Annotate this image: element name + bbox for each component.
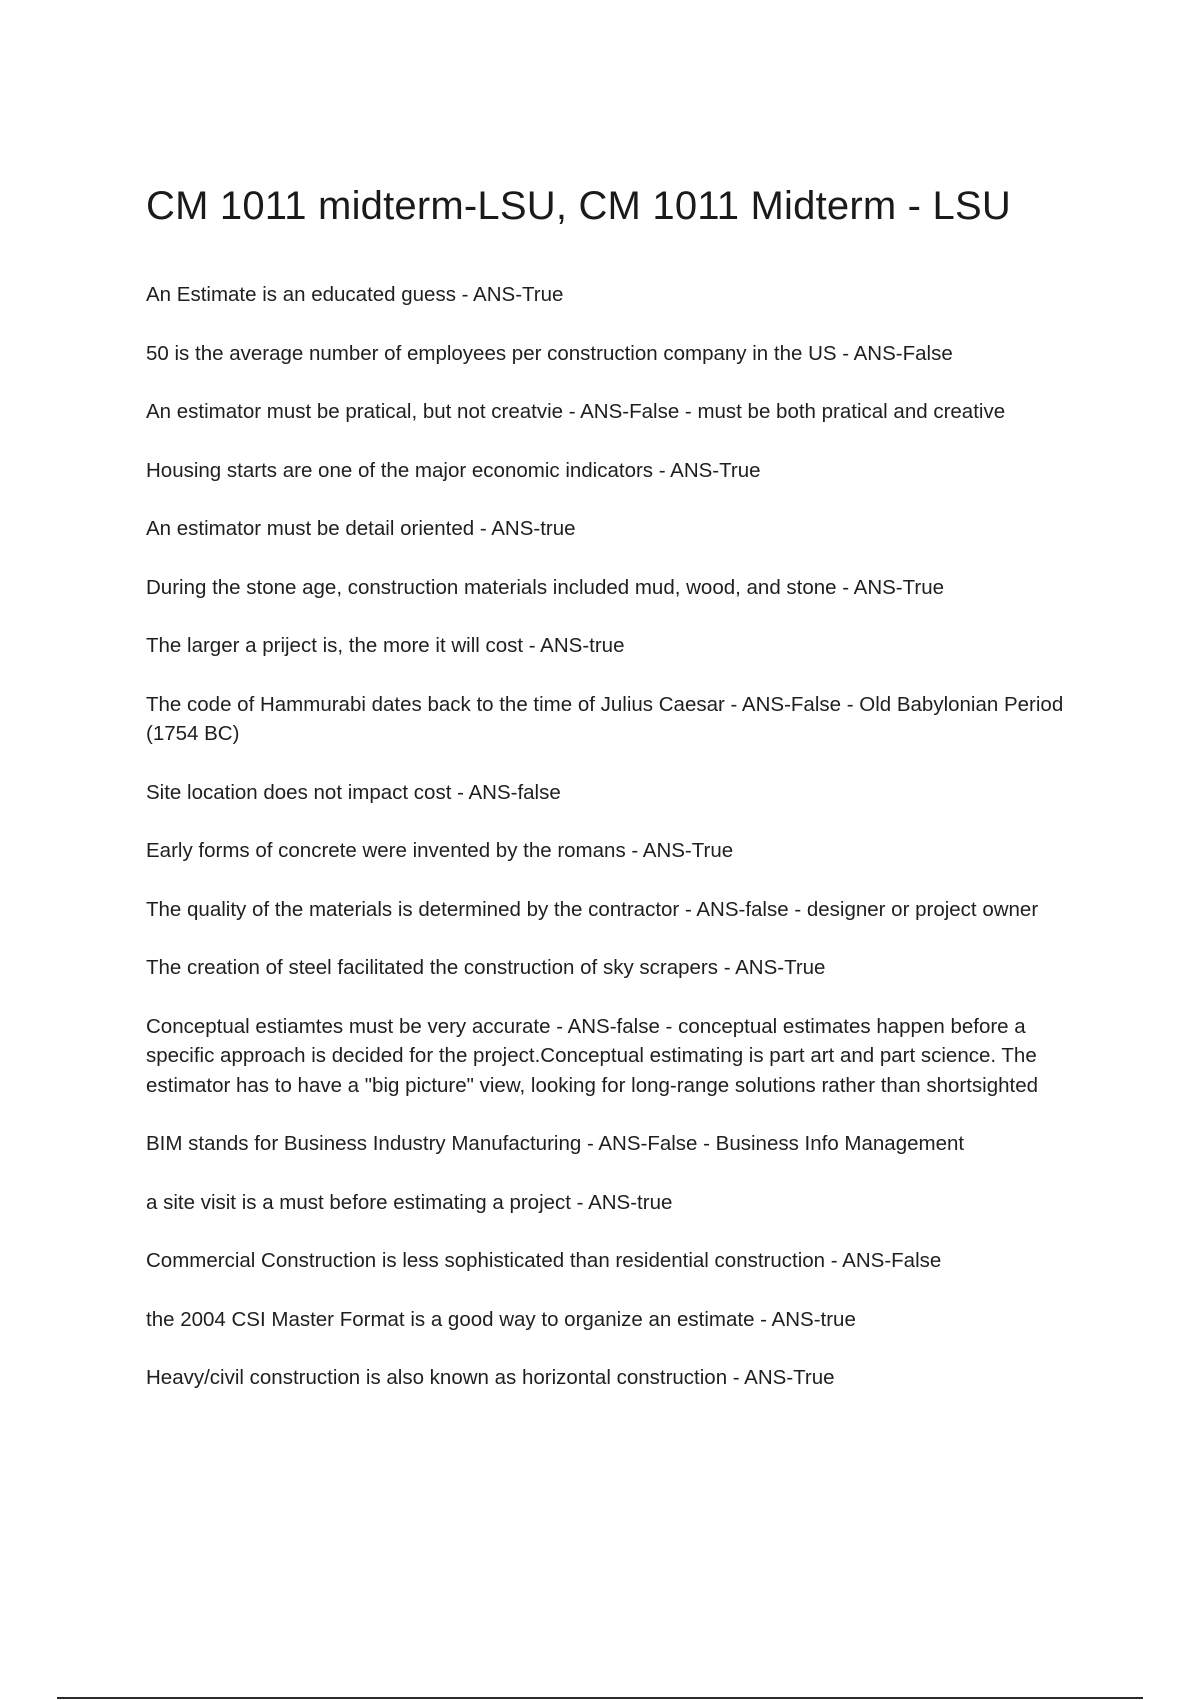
qa-list — [146, 280, 1086, 1422]
qa-item: The creation of steel facilitated the construction of sky scrapers - ANS-True — [146, 956, 826, 979]
qa-item: An estimator must be pratical, but not creatvie - ANS-False - must be both pratical and creative — [146, 400, 1006, 423]
qa-item: Site location does not impact cost - ANS-false — [146, 780, 561, 804]
bottom-divider — [57, 1697, 1143, 1699]
qa-item: Conceptual estiamtes must be very accurate - ANS-false - conceptual estimates happen before a specific approach is decided for the project.Conceptual estimating is part art and part science. The estimator has to have a "big picture" view, looking for long-range solutions rather than shortsighted — [146, 1014, 1039, 1097]
qa-item: During the stone age, construction materials included mud, wood, and stone - ANS-True — [146, 575, 945, 599]
qa-item: An Estimate is an educated guess - ANS-True — [146, 283, 564, 306]
page-title: CM 1011 midterm-LSU, CM 1011 Midterm - LSU — [146, 184, 1011, 228]
qa-item: An estimator must be detail oriented - ANS-true — [146, 517, 576, 540]
qa-item: Heavy/civil construction is also known as horizontal construction - ANS-True — [146, 1366, 835, 1389]
qa-item: Early forms of concrete were invented by the romans - ANS-True — [146, 839, 734, 862]
qa-item: The code of Hammurabi dates back to the time of Julius Caesar - ANS-False - Old Babylonian Period (1754 BC) — [146, 692, 1064, 745]
qa-item: The larger a priject is, the more it will cost - ANS-true — [146, 634, 625, 657]
qa-item: Commercial Construction is less sophisticated than residential construction - ANS-False — [146, 1249, 942, 1272]
qa-item: a site visit is a must before estimating a project - ANS-true — [146, 1190, 673, 1214]
qa-item: BIM stands for Business Industry Manufacturing - ANS-False - Business Info Management — [146, 1132, 965, 1155]
qa-item: The quality of the materials is determined by the contractor - ANS-false - designer or project owner — [146, 897, 1039, 921]
qa-item: the 2004 CSI Master Format is a good way to organize an estimate - ANS-true — [146, 1307, 856, 1331]
qa-item: 50 is the average number of employees per construction company in the US - ANS-False — [146, 341, 953, 365]
qa-item: Housing starts are one of the major economic indicators - ANS-True — [146, 458, 761, 482]
